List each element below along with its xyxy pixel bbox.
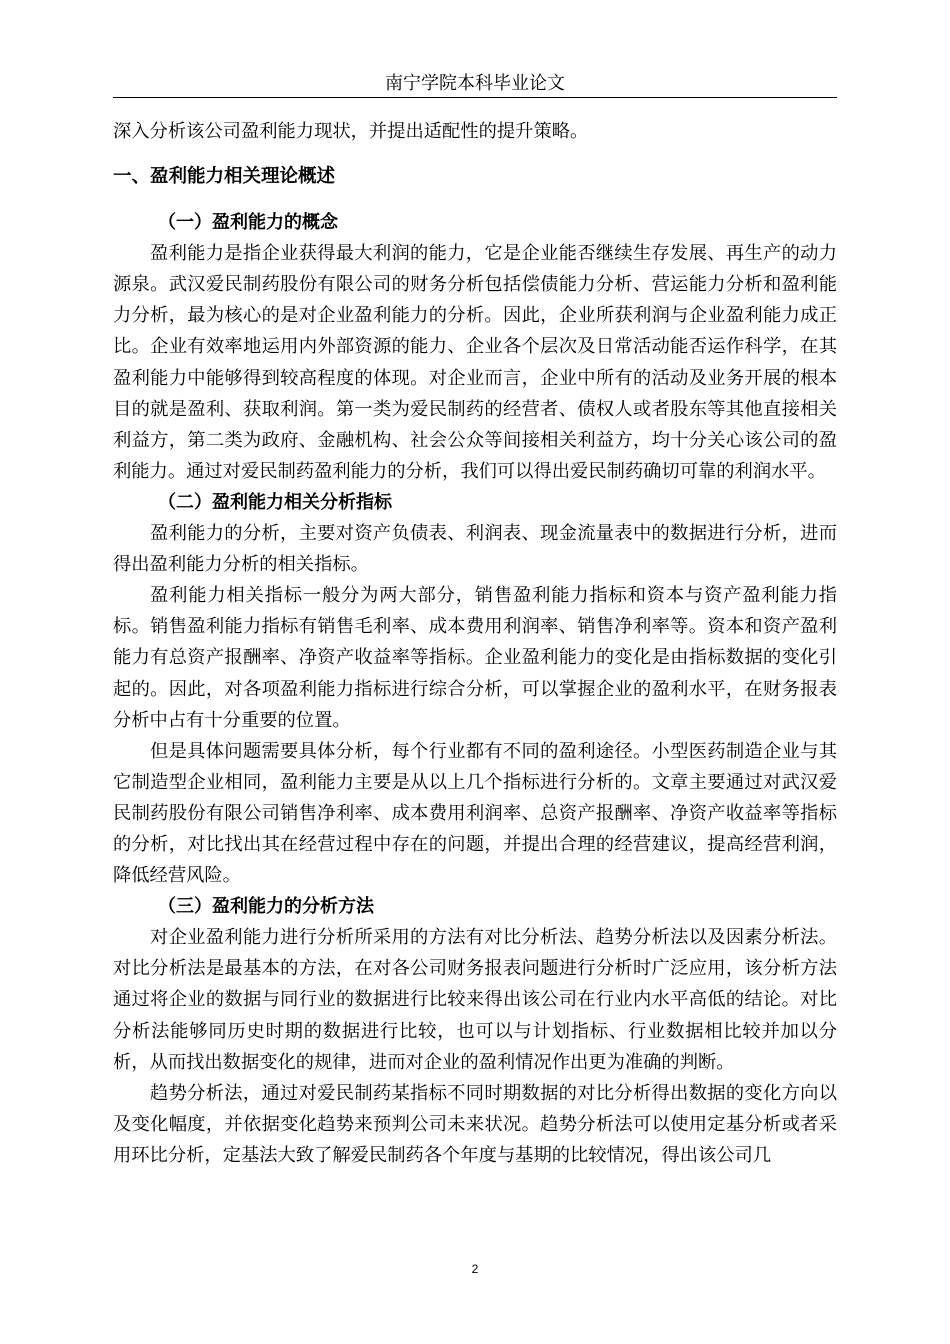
paragraph: 盈利能力的分析，主要对资产负债表、利润表、现金流量表中的数据进行分析，进而得出盈利能力分析的相关指标。 — [113, 523, 837, 576]
paragraph: 但是具体问题需要具体分析，每个行业都有不同的盈利途径。小型医药制造企业与其它制造型企业相同，盈利能力主要是从以上几个指标进行分析的。文章主要通过对武汉爱民制药股份有限公司销售净利率、成本费用利润率、总资产报酬率、净资产收益率等指标的分析，对比找出其在经营过程中存在的问题，并提出合理的经营建议，提高经营利润，降低经营风险。 — [113, 740, 837, 887]
subsection-heading-2: （二）盈利能力相关分析指标 — [158, 491, 392, 513]
paragraph: 盈利能力相关指标一般分为两大部分，销售盈利能力指标和资本与资产盈利能力指标。销售盈利能力指标有销售毛利率、成本费用利润率、销售净利率等。资本和资产盈利能力有总资产报酬率、净资产收益率等指标。企业盈利能力的变化是由指标数据的变化引起的。因此，对各项盈利能力指标进行综合分析，可以掌握企业的盈利水平，在财务报表分析中占有十分重要的位置。 — [113, 585, 837, 731]
page-body — [113, 116, 837, 1171]
subsection-heading-1: （一）盈利能力的概念 — [158, 212, 338, 234]
continuation-paragraph: 深入分析该公司盈利能力现状，并提出适配性的提升策略。 — [113, 121, 589, 142]
subsection-heading-3: （三）盈利能力的分析方法 — [158, 896, 374, 918]
header-divider — [113, 97, 837, 98]
section-heading-1: 一、盈利能力相关理论概述 — [113, 166, 336, 188]
page-number: 2 — [471, 1262, 479, 1276]
page-header: 南宁学院本科毕业论文 — [385, 73, 565, 94]
paragraph: 趋势分析法，通过对爱民制药某指标不同时期数据的对比分析得出数据的变化方向以及变化幅度，并依据变化趋势来预判公司未来状况。趋势分析法可以使用定基分析或者采用环比分析，定基法大致了解爱民制药各个年度与基期的比较情况，得出该公司几 — [113, 1082, 837, 1166]
paragraph: 盈利能力是指企业获得最大利润的能力，它是企业能否继续生存发展、再生产的动力源泉。武汉爱民制药股份有限公司的财务分析包括偿债能力分析、营运能力分析和盈利能力分析，最为核心的是对企业盈利能力的分析。因此，企业所获利润与企业盈利能力成正比。企业有效率地运用内外部资源的能力、企业各个层次及日常活动能否运作科学，在其盈利能力中能够得到较高程度的体现。对企业而言，企业中所有的活动及业务开展的根本目的就是盈利、获取利润。第一类为爱民制药的经营者、债权人或者股东等其他直接相关利益方，第二类为政府、金融机构、社会公众等间接相关利益方，均十分关心该公司的盈利能力。通过对爱民制药盈利能力的分析，我们可以得出爱民制药确切可靠的利润水平。 — [113, 243, 837, 482]
paragraph: 对企业盈利能力进行分析所采用的方法有对比分析法、趋势分析法以及因素分析法。对比分析法是最基本的方法，在对各公司财务报表问题进行分析时广泛应用，该分析方法通过将企业的数据与同行业的数据进行比较来得出该公司在行业内水平高低的结论。对比分析法能够同历史时期的数据进行比较，也可以与计划指标、行业数据相比较并加以分析，从而找出数据变化的规律，进而对企业的盈利情况作出更为准确的判断。 — [113, 927, 837, 1073]
